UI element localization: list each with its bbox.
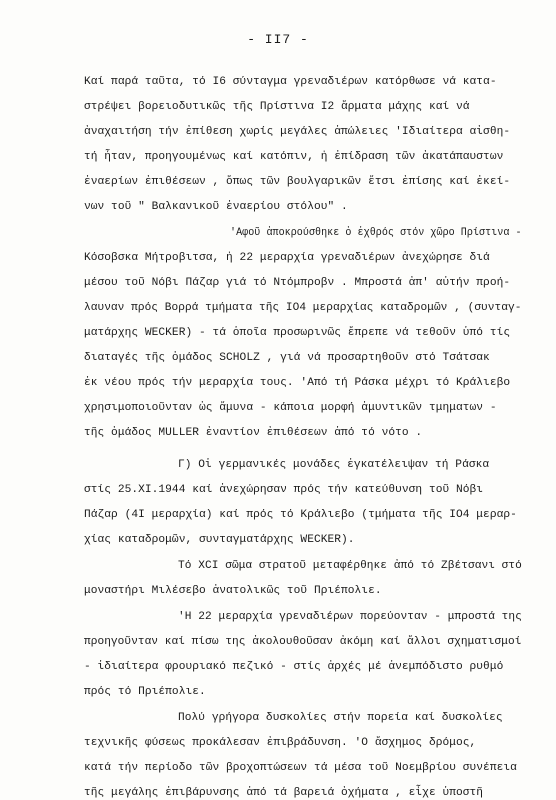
text-line: τῆς ὁμάδος MULLER ἐναντίον ἐπιθέσεων ἀπό τό νότο . (84, 427, 423, 439)
text-line: προηγοῦνταν καί πίσω της ἀκολουθοῦσαν ἀκόμη καί ἄλλοι σχηματισμοί (84, 636, 522, 648)
text-line: χρησιμοποιοῦνταν ὡς ἄμυνα - κάποια μορφή ἀμυντικῶν τμηματων - (84, 402, 497, 414)
text-line: χίας καταδρομῶν, συνταγματάρχης WECKER). (84, 534, 355, 546)
text-line: μοναστήρι Μιλέσεβο ἀνατολικῶς τοῦ Πριέπολιε. (84, 585, 382, 597)
text-line: ματάρχης WECKER) - τά ὁποῖα προσωρινῶς ἔπρεπε νά τεθοῦν ὑπό τίς (84, 327, 511, 339)
page-number: - II7 - (247, 32, 309, 47)
text-line: ἐκ νέου πρός τήν μεραρχία τους. 'Από τή Ράσκα μέχρι τό Κράλιεβο (84, 377, 511, 389)
text-line: τῆς μεγάλης ἐπιβάρυνσης ἀπό τά βαρειά ὀχήματα , εἶχε ὑποστῆ (84, 787, 484, 799)
text-line: στρέψει βορειοδυτικῶς τῆς Πρίστινα I2 ἅρματα μάχης καί νά (84, 101, 470, 113)
text-line: ἐναερίων ἐπιθέσεων , ὅπως τῶν βουλγαρικῶν ἔτσι ἐπίσης καί ἐκεί- (84, 176, 511, 188)
text-line: - ἰδιαίτερα φρουριακό πεζικό - στίς ἀρχές μέ ἀνεμπόδιστο ρυθμό (84, 661, 504, 673)
text-line: Πολύ γρήγορα δυσκολίες στήν πορεία καί δυσκολίες (178, 712, 503, 724)
text-line: Τό XCI σῶμα στρατοῦ μεταφέρθηκε ἀπό τό Ζβέτσανι στό (178, 560, 522, 572)
text-line: τή ἦταν, προηγουμένως καί κατόπιν, ἡ ἐπίδραση τῶν ἀκατάπαυστων (84, 151, 504, 163)
text-line: 'Η 22 μεραρχία γρεναδιέρων πορεύονταν - μπροστά της (178, 611, 522, 623)
text-line: ἀναχαιτήση τήν ἐπίθεση χωρίς μεγάλες ἀπώλειες 'Ιδιαίτερα αἰσθη- (84, 126, 511, 138)
text-line: Γ) Οἱ γερμανικές μονάδες ἐγκατέλειψαν τή Ράσκα (178, 459, 490, 471)
text-line: Κόσοβσκα Μήτροβιτσα, ἡ 22 μεραρχία γρεναδιέρων ἀνεχώρησε διά (84, 252, 490, 264)
text-line: 'Αφοῦ ἀποκρούσθηκε ὁ ἐχθρός στόν χῶρο Πρίστινα - (230, 227, 522, 239)
text-line: Καί παρά ταῦτα, τό I6 σύνταγμα γρεναδιέρων κατόρθωσε νά κατα- (84, 76, 497, 88)
text-line: στίς 25.XI.1944 καί ἀνεχώρησαν πρός τήν κατεύθυνση τοῦ Νόβι (84, 484, 484, 496)
text-line: Πάζαρ (4I μεραρχία) καί πρός τό Κράλιεβο (τμήματα τῆς IO4 μεραρ- (84, 509, 517, 521)
text-line: κατά τήν περίοδο τῶν βροχοπτώσεων τά μέσα τοῦ Νοεμβρίου συνέπεια (84, 762, 517, 774)
text-line: λαυναν πρός Βορρά τμήματα τῆς IO4 μεραρχίας καταδρομῶν , (συνταγ- (84, 302, 522, 314)
text-line: μέσου τοῦ Νόβι Πάζαρ γιά τό Ντόμπροβν . Μπροστά ἀπ' αὐτήν προή- (84, 277, 511, 289)
text-line: τεχνικῆς φύσεως προκάλεσαν ἐπιβράδυνση. 'Ο ἄσχημος δρόμος, (84, 737, 477, 749)
text-line: πρός τό Πριέπολιε. (84, 686, 206, 698)
text-line: νων τοῦ " Βαλκανικοῦ ἐναερίου στόλου" . (84, 201, 348, 213)
text-line: διαταγές τῆς ὁμάδος SCHOLZ , γιά νά προσαρτηθοῦν στό Τσάτσακ (84, 352, 490, 364)
